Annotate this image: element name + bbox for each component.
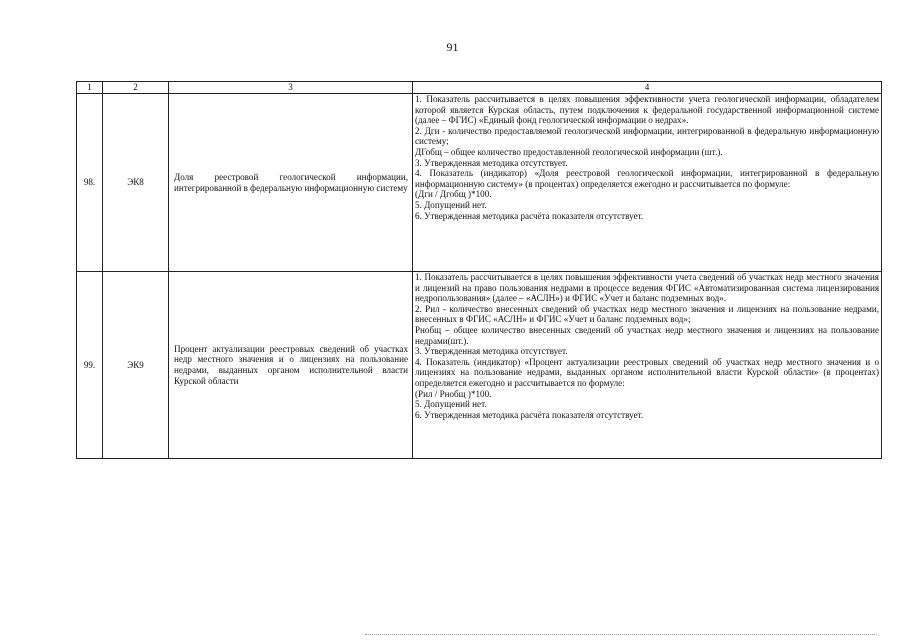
column-header: 2 [103,82,169,94]
page-number: 91 [446,40,459,54]
row-number: 99. [77,272,103,459]
table-row [77,94,882,272]
description-paragraph: 6. Утвержденная методика расчёта показателя отсутствует. [415,409,644,420]
indicator-code: ЭК9 [103,272,169,459]
description-paragraph: 3. Утвержденная методика отсутствует. [415,346,568,357]
column-header: 3 [169,82,413,94]
indicator-code: ЭК8 [103,94,169,272]
description-paragraph: 1. Показатель рассчитывается в целях повышения эффективности учета сведений об участках недр местного значения и лицензий на право пользования недрами в процессе ведения ФГИС «Автоматизированная система лицензирования недропользования» (далее – «АСЛН») и ФГИС «Учет и баланс подземных вод». [415,272,879,304]
description-paragraph: 2. Рил - количество внесенных сведений об участках недр местного значения и лицензиях на пользование недрами, внесенных в ФГИС «АСЛН» и ФГИС «Учет и баланс подземных вод»; [415,303,879,325]
description-paragraph: 5. Допущений нет. [415,199,487,210]
table-row [77,272,882,459]
formula: (Рил / Рнобщ )*100. [415,388,492,399]
description-paragraph: 2. Дги - количество предоставляемой геологической информации, интегрированной в федеральную информационную систему; [415,125,879,147]
description-paragraph: 4. Показатель (индикатор) «Доля реестровой геологической информации, интегрированной в федеральную информационную систему» (в процентах) определяется ежегодно и рассчитывается по формуле: [415,168,879,189]
description-paragraph: Рнобщ – общее количество внесенных сведений об участках недр местного значения и лицензиях на пользование недрами(шт.). [415,324,879,346]
row-number: 98. [77,94,103,272]
column-header: 1 [77,82,103,94]
description-paragraph: ДГобщ – общее количество предоставленной геологической информации (шт.). [415,146,723,157]
description-paragraph: 5. Допущений нет. [415,399,487,410]
description-paragraph: 1. Показатель рассчитывается в целях повышения эффективности учета геологической информации, обладателем которой является Курская область, путем подключения к федеральной государственной информационной системе (далее – ФГИС) «Единый фонд геологической информации о недрах». [415,94,879,126]
indicator-name: Доля реестровой геологической информации, интегрированной в федеральную информационную систему [169,94,413,272]
indicator-description [413,272,882,459]
column-header: 4 [413,82,882,94]
indicator-description [413,94,882,272]
table-header-row [77,82,882,94]
description-paragraph: 3. Утвержденная методика отсутствует. [415,157,568,168]
description-paragraph: 6. Утвержденная методика расчёта показателя отсутствует. [415,210,644,221]
description-paragraph: 4. Показатель (индикатор) «Процент актуализации реестровых сведений об участках недр местного значения и о лицензиях на пользование недрами, выданных органом исполнительной власти Курской области» (в процентах) определяется ежегодно и рассчитывается по формуле: [415,356,879,388]
indicator-name: Процент актуализации реестровых сведений об участках недр местного значения и о лицензиях на пользование недрами, выданных органом исполнительной власти Курской области [169,272,413,459]
formula: (Дги / Дгобщ )*100. [415,189,492,200]
scan-artifact [365,634,875,637]
indicators-table [76,81,882,459]
